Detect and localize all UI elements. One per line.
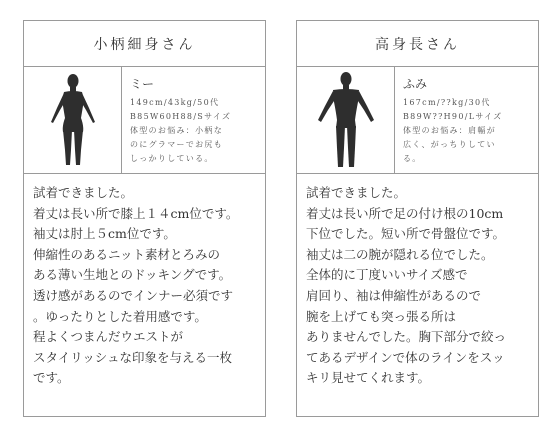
review-line: 試着できました。	[33, 185, 134, 200]
review-line: 全体的に丁度いいサイズ感で	[306, 267, 468, 283]
review-line: 着丈は長い所で膝上１４cm位です。	[33, 205, 239, 221]
model-profile	[297, 67, 538, 174]
review-line: 着丈は長い所で足の付け根の10cm	[306, 205, 504, 221]
profile-line: しっかりしている。	[130, 154, 214, 163]
profile-line: 広く、がっちりしてい	[403, 140, 496, 149]
review-line: です。	[33, 370, 70, 386]
profile-line: 体型のお悩み：肩幅が	[403, 126, 496, 135]
review-line: てあるデザインで体のラインをスッ	[306, 349, 505, 365]
profile-info	[122, 67, 265, 173]
review-line: 肩回り、袖は伸縮性があるので	[306, 287, 482, 303]
review-line: スタイリッシュな印象を与える一枚	[33, 349, 233, 365]
profile-info	[395, 67, 538, 173]
review-line: 袖丈は二の腕が隠れる位でした。	[306, 246, 494, 262]
profile-line: のにグラマーでお尻も	[130, 140, 223, 149]
card-title: 高身長さん	[297, 21, 538, 67]
review-line: 袖丈は肘上５cm位です。	[33, 226, 176, 242]
review-text	[297, 174, 538, 389]
review-text	[24, 174, 265, 389]
review-line: ある薄い生地とのドッキングです。	[33, 267, 232, 283]
card-title: 小柄細身さん	[24, 21, 265, 67]
tall-body-silhouette-icon	[313, 70, 379, 170]
review-line: 腕を上げても突っ張る所は	[306, 308, 457, 324]
model-card-petite	[23, 20, 266, 417]
review-line: キリ見せてくれます。	[306, 370, 431, 386]
figure-box	[297, 67, 395, 173]
profile-line: る。	[403, 154, 422, 163]
model-card-tall	[296, 20, 539, 417]
figure-box	[24, 67, 122, 173]
model-profile	[24, 67, 265, 174]
petite-body-silhouette-icon	[43, 70, 103, 170]
review-line: 試着できました。	[306, 185, 407, 200]
model-name: ふみ	[403, 77, 428, 91]
profile-line: B89W??H90/Lサイズ	[403, 112, 503, 121]
review-line: 下位でした。短い所で骨盤位です。	[306, 226, 506, 242]
profile-line: B85W60H88/Sサイズ	[130, 112, 232, 121]
profile-line: 149cm/43kg/50代	[130, 98, 220, 107]
review-line: ありませんでした。胸下部分で絞っ	[306, 329, 507, 345]
profile-line: 体型のお悩み：小柄な	[130, 126, 223, 135]
review-line: 。ゆったりとした着用感です。	[33, 308, 207, 324]
model-name: ミー	[130, 77, 155, 91]
review-line: 透け感があるのでインナー必須です	[33, 287, 234, 303]
review-line: 伸縮性のあるニット素材とろみの	[33, 246, 221, 262]
review-line: 程よくつまんだウエストが	[33, 329, 184, 345]
profile-line: 167cm/??kg/30代	[403, 98, 491, 107]
